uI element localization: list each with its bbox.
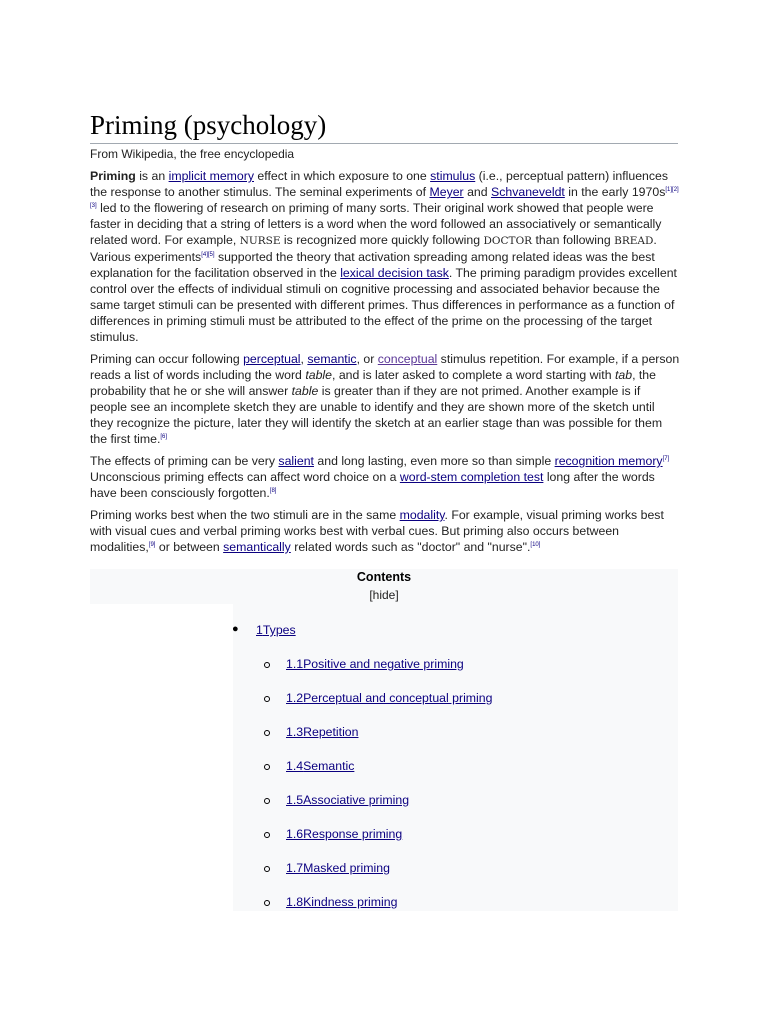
- citation-10[interactable]: [10]: [530, 541, 541, 548]
- site-tagline: From Wikipedia, the free encyclopedia: [90, 147, 295, 161]
- toc-item-label[interactable]: Associative priming: [303, 793, 410, 807]
- text: Unconscious priming effects can affect word choice on a: [90, 470, 400, 484]
- toc-item-number[interactable]: 1.2: [286, 691, 304, 705]
- toc-item-label[interactable]: Types: [262, 623, 296, 637]
- toc-item-semantic[interactable]: [286, 758, 354, 774]
- link-schvaneveldt[interactable]: Schvaneveldt: [491, 185, 565, 199]
- link-implicit-memory[interactable]: implicit memory: [168, 169, 254, 183]
- text: ,: [300, 352, 308, 366]
- term-priming: Priming: [90, 169, 136, 183]
- circle-bullet-icon: [264, 900, 270, 906]
- text: related words such as "doctor" and "nurse".: [290, 540, 531, 554]
- text: effect in which exposure to one: [254, 169, 431, 183]
- text: Priming works best when the two stimuli are in the same: [90, 508, 400, 522]
- word-table: table: [291, 384, 319, 398]
- circle-bullet-icon: [264, 696, 270, 702]
- link-salient[interactable]: salient: [278, 454, 314, 468]
- paragraph-intro: [90, 168, 680, 345]
- toc-item-number[interactable]: 1.7: [286, 861, 304, 875]
- text: or between: [155, 540, 224, 554]
- toc-item-types[interactable]: [256, 622, 296, 638]
- paragraph-repetition: [90, 351, 680, 447]
- citation-7[interactable]: [7]: [662, 455, 670, 462]
- toc-item-label[interactable]: Positive and negative priming: [303, 657, 464, 671]
- citation-4-5[interactable]: [4][5]: [201, 251, 215, 258]
- link-semantically[interactable]: semantically: [223, 540, 291, 554]
- citation-6[interactable]: [6]: [160, 433, 168, 440]
- toc-item-number[interactable]: 1.5: [286, 793, 304, 807]
- citation-9[interactable]: [9]: [148, 541, 156, 548]
- citation-1-3[interactable]: [1][2][3]: [90, 186, 679, 209]
- paragraph-effects: [90, 453, 680, 501]
- circle-bullet-icon: [264, 730, 270, 736]
- text: is an: [135, 169, 169, 183]
- table-of-contents: [90, 569, 678, 911]
- word-table: table: [305, 368, 332, 382]
- text: in the early 1970s: [564, 185, 666, 199]
- circle-bullet-icon: [264, 798, 270, 804]
- text: than following: [532, 233, 615, 247]
- toc-item-positive-negative-priming[interactable]: [286, 656, 464, 672]
- text: stimulus repetition. For example, if a person reads a list of words including the word: [90, 352, 680, 382]
- paragraph-modality: [90, 507, 680, 555]
- circle-bullet-icon: [264, 832, 270, 838]
- text: Priming can occur following: [90, 352, 244, 366]
- article-body: [90, 168, 680, 561]
- citation-8[interactable]: [8]: [269, 487, 277, 494]
- toc-item-label[interactable]: Semantic: [303, 759, 355, 773]
- text: supported the theory that activation spreading among related ideas was the best explanation for the facilitation observed in the: [90, 250, 655, 280]
- link-semantic[interactable]: semantic: [307, 352, 357, 366]
- circle-bullet-icon: [264, 866, 270, 872]
- page-title: Priming (psychology): [90, 108, 678, 144]
- text: , or: [356, 352, 378, 366]
- word-doctor: DOCTOR: [483, 235, 533, 247]
- toc-item-repetition[interactable]: [286, 724, 358, 740]
- toc-title: Contents: [356, 570, 412, 584]
- toc-item-associative-priming[interactable]: [286, 792, 409, 808]
- text: is greater than if they are not primed. Another example is if people see an incomplete sketch they are unable to identify and they are shown more of the sketch until they recognize the picture, later they will identify the sketch at an earlier stage than was possible for them the first time.: [90, 384, 663, 446]
- text: , and is later asked to complete a word starting with: [331, 368, 615, 382]
- toc-item-label[interactable]: Masked priming: [303, 861, 390, 875]
- toc-item-number[interactable]: 1: [256, 623, 263, 637]
- toc-item-number[interactable]: 1.8: [286, 895, 304, 909]
- toc-item-response-priming[interactable]: [286, 826, 402, 842]
- text: led to the flowering of research on priming of many sorts. Their original work showed that people were faster in deciding that a string of letters is a word when the word followed an associatively or semantically related word. For example,: [90, 201, 662, 247]
- word-tab: tab: [614, 368, 633, 382]
- word-bread: BREAD: [614, 235, 654, 247]
- link-lexical-decision-task[interactable]: lexical decision task: [340, 266, 449, 280]
- toc-item-masked-priming[interactable]: [286, 860, 390, 876]
- toc-item-label[interactable]: Kindness priming: [303, 895, 398, 909]
- toc-item-kindness-priming[interactable]: [286, 894, 397, 910]
- toc-item-label[interactable]: Perceptual and conceptual priming: [303, 691, 493, 705]
- text: . Various experiments: [90, 233, 657, 264]
- text: and: [463, 185, 492, 199]
- text: is recognized more quickly following: [280, 233, 484, 247]
- text: (i.e., perceptual pattern) influences the response to another stimulus. The seminal experiments of: [90, 169, 669, 199]
- link-perceptual[interactable]: perceptual: [243, 352, 301, 366]
- toc-item-label[interactable]: Response priming: [303, 827, 403, 841]
- text: long after the words have been consciously forgotten.: [90, 470, 655, 500]
- bullet-icon: ●: [232, 623, 239, 635]
- text: The effects of priming can be very: [90, 454, 279, 468]
- toc-item-number[interactable]: 1.4: [286, 759, 304, 773]
- text: , the probability that he or she will answer: [90, 368, 656, 398]
- link-modality[interactable]: modality: [399, 508, 445, 522]
- toc-item-number[interactable]: 1.3: [286, 725, 304, 739]
- toc-item-number[interactable]: 1.1: [286, 657, 304, 671]
- word-nurse: NURSE: [239, 235, 281, 247]
- text: and long lasting, even more so than simple: [313, 454, 555, 468]
- link-recognition-memory[interactable]: recognition memory: [554, 454, 663, 468]
- link-conceptual[interactable]: conceptual: [377, 352, 438, 366]
- circle-bullet-icon: [264, 662, 270, 668]
- circle-bullet-icon: [264, 764, 270, 770]
- link-word-stem-completion-test[interactable]: word-stem completion test: [399, 470, 544, 484]
- link-meyer[interactable]: Meyer: [429, 185, 464, 199]
- text: . For example, visual priming works best with visual cues and verbal priming works best with verbal cues. But priming also occurs between modalities,: [90, 508, 664, 554]
- toc-item-label[interactable]: Repetition: [303, 725, 359, 739]
- toc-item-perceptual-conceptual-priming[interactable]: [286, 690, 492, 706]
- link-stimulus[interactable]: stimulus: [430, 169, 476, 183]
- toc-hide-toggle[interactable]: [hide]: [369, 588, 399, 602]
- toc-item-number[interactable]: 1.6: [286, 827, 304, 841]
- text: . The priming paradigm provides excellent control over the effects of individual stimuli on cognitive processing and associated behavior because the same target stimuli can be presented with different primes. Thus differences in performance as a function of differences in priming stimuli must be attributed to the effect of the prime on the processing of the target stimulus.: [90, 266, 677, 344]
